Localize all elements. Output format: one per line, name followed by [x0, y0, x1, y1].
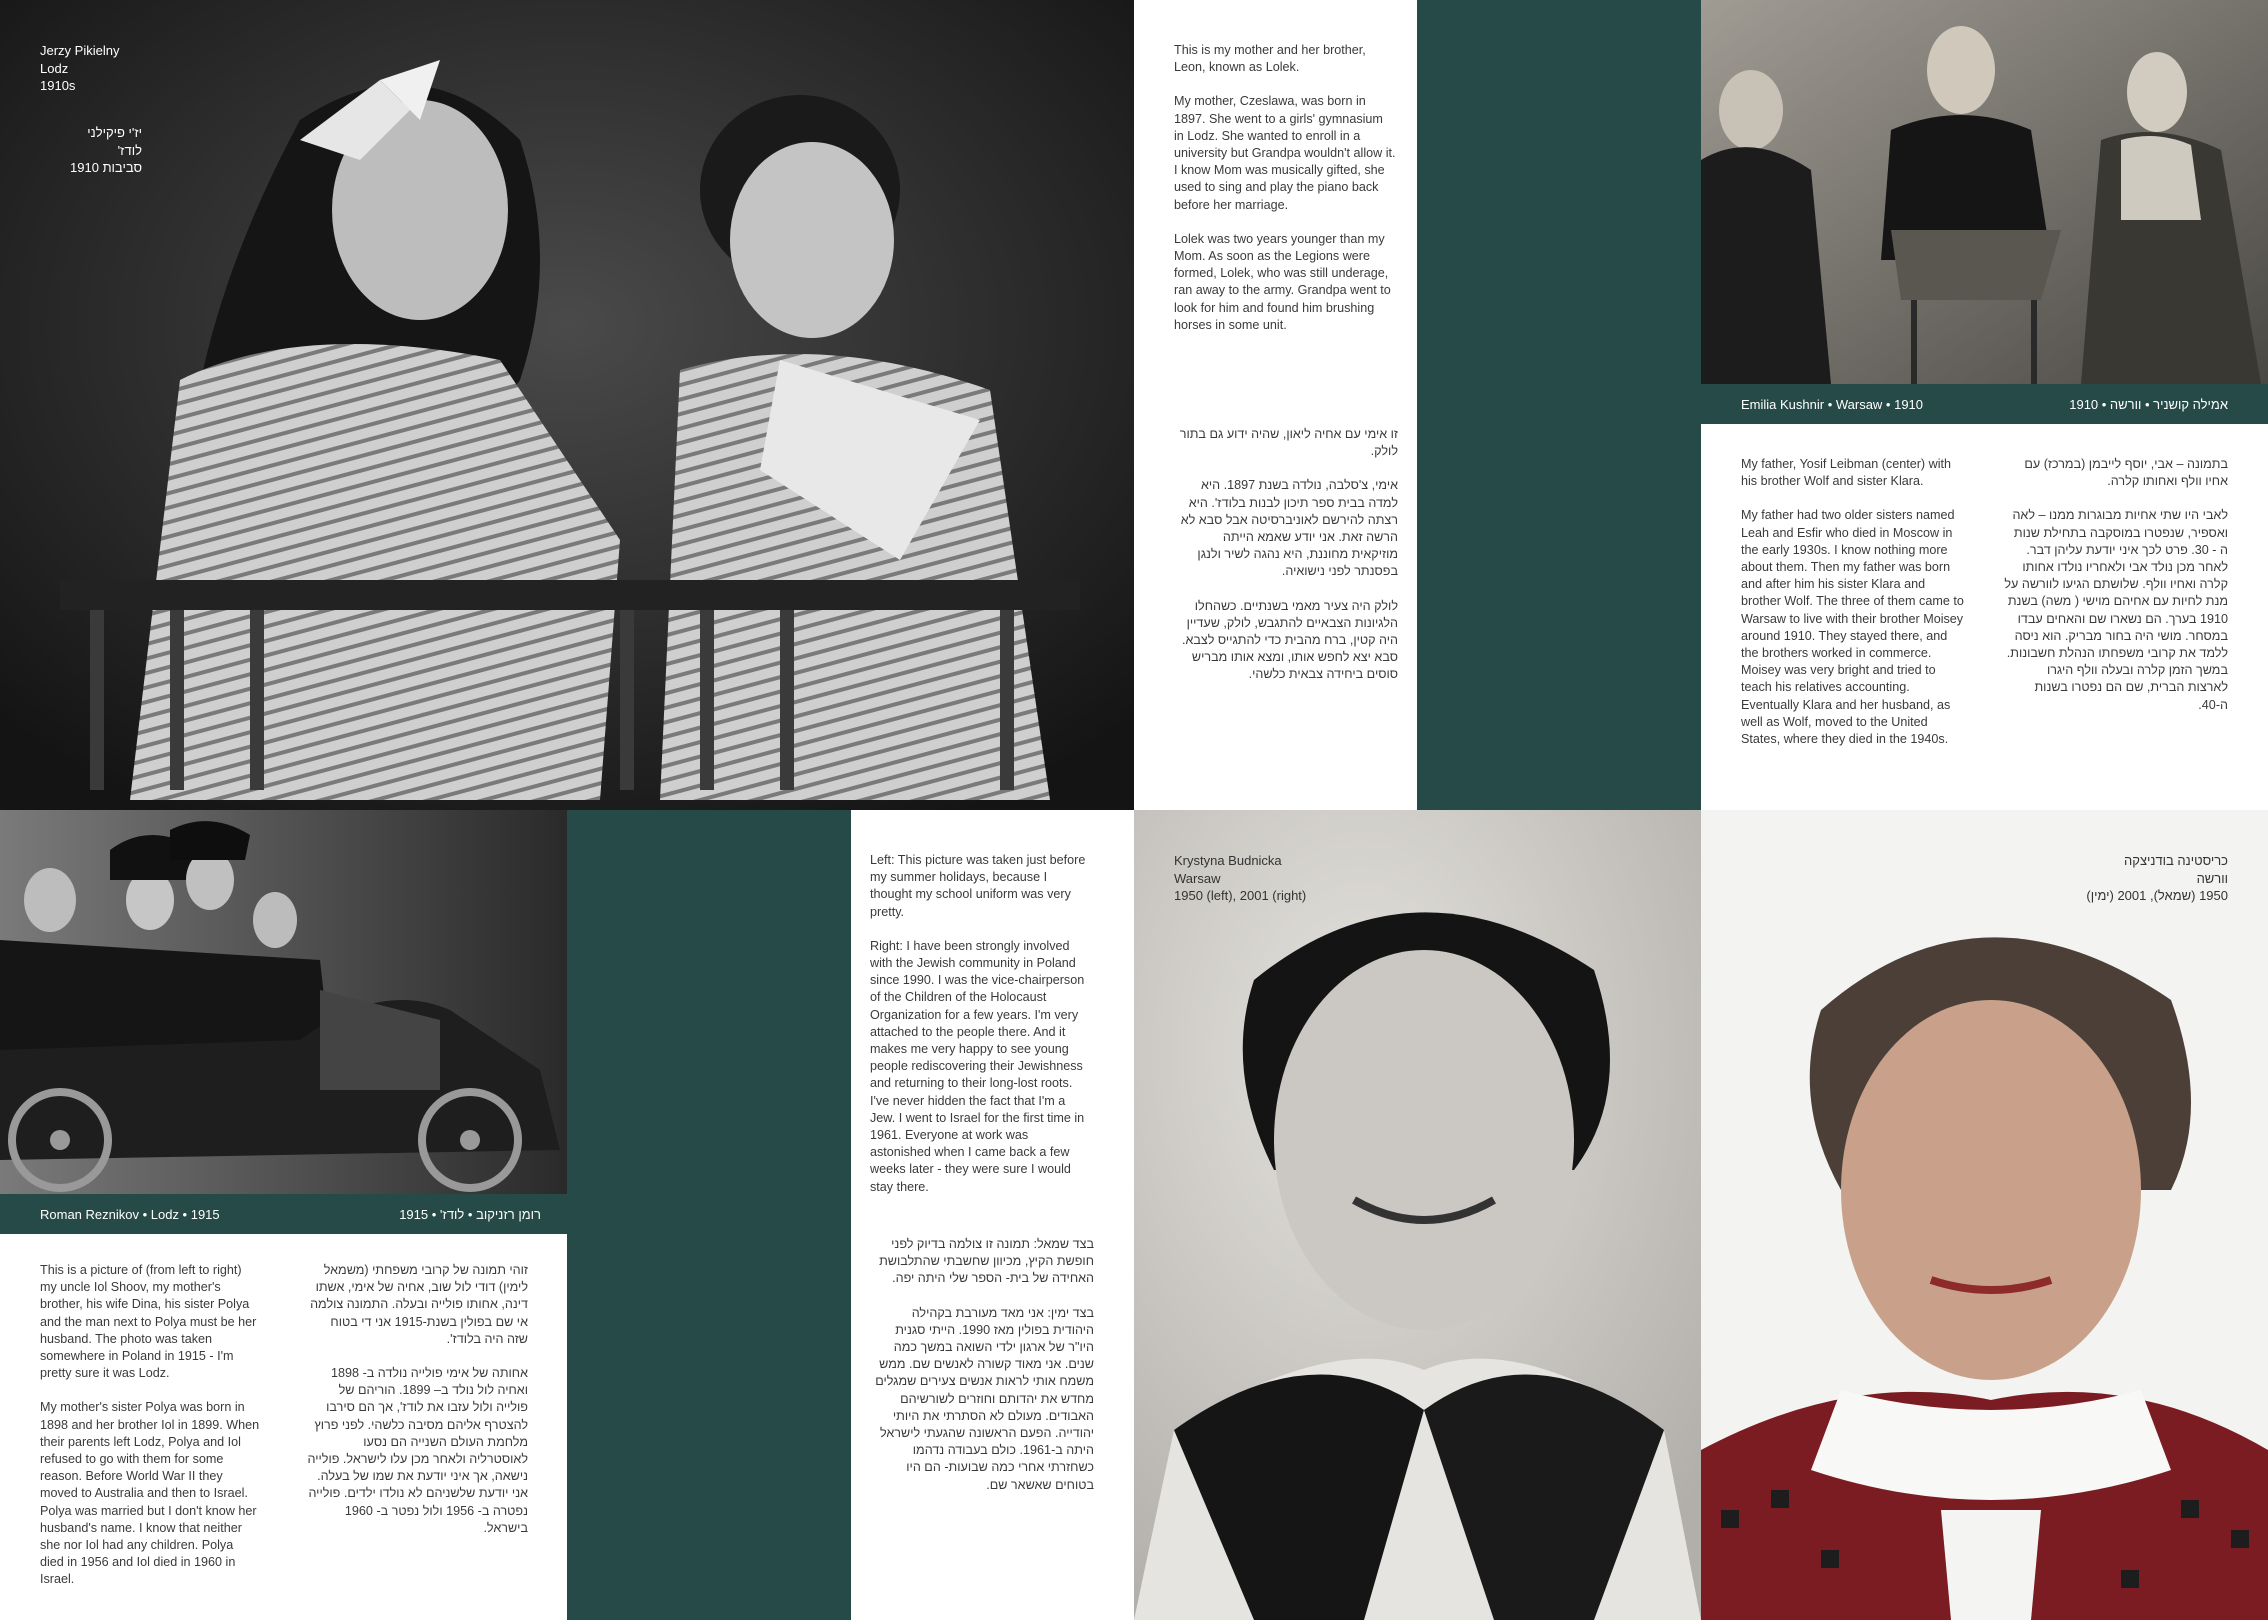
photo-older-woman — [1701, 810, 2268, 1620]
paragraph-he: זו אימי עם אחיה ליאון, שהיה ידוע גם בתור לולק. — [1179, 427, 1398, 459]
photo-car — [0, 810, 567, 1194]
photo-budnicka-caption-en — [1174, 852, 1394, 905]
photo-family-three-image — [1701, 0, 2268, 384]
story4-english — [870, 852, 1092, 1213]
caption-name-he: יז'י פיקילני — [87, 125, 142, 140]
paragraph-he: לולק היה צעיר מאמי בשנתיים. כשהחלו הלגיונות הצבאיים להתגבש, לולק, שעדיין היה קטין, ברח מהבית כדי להתגייס לצבא. סבא יצא לחפש אותו, ומצא אותו מבריש סוסים ביחידה צבאית כלשהי. — [1181, 598, 1398, 682]
teal-panel-bottom — [567, 810, 851, 1620]
paragraph-he: אחותה של אימי פולייה נולדה ב- 1898 ואחיה לול נולד ב– 1899. הוריהם של פולייה ולול עזבו את לודז', אך הם סירבו להצטרף אליהם מסיבה כלשהי. לפני פרוץ מלחמת העולם השנייה הם נסעו לאוסטרליה ולאחר מכן עלו לישראל. פולייה נישאה, אך איני יודעת את שמו של בעלה. אני יודעת שלשניהם לא נולדו ילדים. פולייה נפטרה ב- 1956 ולול נפטר ב- 1960 בישראל. — [307, 1366, 528, 1535]
story1-english — [1174, 42, 1396, 351]
caption-city-he: וורשה — [2196, 870, 2228, 886]
photo-children-caption-en — [40, 42, 240, 95]
photo-young-woman — [1134, 810, 1701, 1620]
photo-children-caption-he — [40, 124, 142, 177]
caption-city: Lodz — [40, 60, 69, 76]
paragraph-he: בצד ימין: אני מאד מעורבת בקהילה היהודית בפולין מאז 1990. הייתי סגנית היו"ר של ארגון ילדי השואה במשך כמה שנים. אני מאוד קשורה לאנשים שם. ממש משמח אותי לראות אנשים צעירים שמגלים מחדש את יהדותם וחוזרים לשורשיהם האבודים. מעולם לא הסתרתי את היותי יהודייה. הפעם הראשונה שהגעתי לישראל היתה ב-1961. כולם בעבודה נדהמו כשחזרתי אחרי כמה שבועות- הם היו בטוחים שאשאר שם. — [875, 1305, 1094, 1492]
paragraph: This is my mother and her brother, Leon, known as Lolek. — [1174, 43, 1366, 75]
caption-city-he: לודז' — [117, 142, 142, 158]
story4-hebrew — [870, 1236, 1094, 1511]
caption-date: 1950 (left), 2001 (right) — [1174, 888, 1307, 903]
caption-city: Warsaw — [1174, 870, 1221, 886]
photo-budnicka-caption-he — [1900, 852, 2228, 905]
caption-en: Emilia Kushnir • Warsaw • 1910 — [1741, 396, 1924, 412]
story2-hebrew — [2004, 456, 2228, 731]
caption-date: 1910s — [40, 78, 76, 93]
paragraph: My mother, Czeslawa, was born in 1897. She went to a girls' gymnasium in Lodz. She wanted to enroll in a university but Grandpa wouldn't allow it. I know Mom was musically gifted, she used to sing and play the piano back before her marriage. — [1174, 94, 1396, 212]
story1-hebrew — [1176, 426, 1398, 701]
photo-children-image — [0, 0, 1134, 810]
caption-he: רומן רזניקוב • לודז' • 1915 — [399, 1206, 541, 1222]
paragraph-he: בצד שמאל: תמונה זו צולמה בדיוק לפני חופשת הקיץ, מכיוון שחשבתי שהתלבושת האחידה של בית- הספר שלי היתה יפה. — [879, 1237, 1094, 1286]
paragraph: My mother's sister Polya was born in 1898 and her brother Iol in 1899. When their parents left Lodz, Polya and Iol refused to go with them for some reason. Before World War II they moved to Australia and then to Israel. Polya was married but I don't know her husband's name. I know that neither she nor Iol had any children. Polya died in 1956 and Iol died in 1960 in Israel. — [40, 1400, 260, 1587]
photo-young-woman-image — [1134, 810, 1701, 1620]
photo-older-woman-image — [1701, 810, 2268, 1620]
photo-family-three — [1701, 0, 2268, 384]
paragraph-he: בתמונה – אבי, יוסף לייבמן (במרכז) עם אחיו וולף ואחותו קלרה. — [2024, 457, 2228, 489]
story3-english — [40, 1262, 260, 1606]
story3-hebrew — [306, 1262, 528, 1554]
photo-car-image — [0, 810, 567, 1194]
caption-name: Jerzy Pikielny — [40, 43, 120, 58]
caption-date-he: 1950 (שמאל), 2001 (ימין) — [2086, 888, 2228, 903]
paragraph-he: זוהי תמונה של קרובי משפחתי (משמאל לימין) דודי לול שוב, אחיה של אימי, אשתו דינה, אחותו פולייה ובעלה. התמונה צולמה אי שם בפולין בשנת-1915 אני די בטוח שזה היה בלודז'. — [310, 1263, 528, 1346]
paragraph: Left: This picture was taken just before my summer holidays, because I thought my school uniform was very pretty. — [870, 853, 1086, 919]
caption-he: אמילה קושניר • וורשה • 1910 — [2069, 396, 2228, 412]
paragraph-he: אימי, צ'סלבה, נולדה בשנת 1897. היא למדה בבית ספר תיכון לבנות בלודז'. היא רצתה להירשם לאוניברסיטה אבל סבא לא הרשה זאת. אני יודע שאמא הייתה מוזיקאית מחוננת, היא נהגה לשיר ולנגן בפסנתר לפני נישואיה. — [1180, 478, 1398, 579]
caption-date-he: סביבות 1910 — [70, 160, 142, 175]
paragraph: Right: I have been strongly involved with the Jewish community in Poland since 1990. I was the vice-chairperson of the Children of the Holocaust Organization for a few years. I'm very attached to the people there. And it makes me very happy to see young people rediscovering their Jewishness and returning to their long-lost roots. I've never hidden the fact that I'm a Jew. I went to Israel for the first time in 1961. Everyone at work was astonished when I came back a few weeks later - they were sure I would stay there. — [870, 938, 1085, 1194]
caption-bar-kushnir — [1701, 384, 2268, 424]
paragraph: My father had two older sisters named Leah and Esfir who died in Moscow in the early 1930s. I know nothing more about them. Then my father was born and after him his sister Klara and brother Wolf. The three of them came to Warsaw to live with their brother Moisey around 1910. They stayed there, and the brothers worked in commerce. Moisey was very bright and tried to teach his relatives accounting. Eventually Klara and her husband, as well as Wolf, moved to the United States, where they died in the 1940s. — [1741, 508, 1964, 747]
paragraph: This is a picture of (from left to right) my uncle Iol Shoov, my mother's brother, his wife Dina, his sister Polya and the man next to Polya must be her husband. The photo was taken somewhere in Poland in 1915 - I'm pretty sure it was Lodz. — [40, 1263, 257, 1381]
caption-name: Krystyna Budnicka — [1174, 853, 1282, 868]
caption-name-he: כריסטינה בודניצקה — [2124, 853, 2228, 868]
paragraph: My father, Yosif Leibman (center) with his brother Wolf and sister Klara. — [1741, 457, 1951, 489]
paragraph: Lolek was two years younger than my Mom. As soon as the Legions were formed, Lolek, who was still underage, ran away to the army. Grandpa went to look for him and found him brushing horses in some unit. — [1174, 231, 1391, 332]
caption-en: Roman Reznikov • Lodz • 1915 — [40, 1206, 220, 1222]
paragraph-he: לאבי היו שתי אחיות מבוגרות ממנו – לאה ואספיר, שנפטרו במוסקבה בתחילת שנות ה - 30. פרט לכך איני יודעת עליהן דבר. לאחר מכן נולד אבי ולאחריו נולדו אחותו קלרה ואחיו וולף. שלושתם הגיעו לוורשה על מנת לחיות עם אחיהם מוישי ( משה) בשנת 1910 בערך. הם נשארו שם והאחים עבדו במסחר. מושי היה בחור מבריק. הוא ניסה ללמד את קרובי משפחתו הנהלת חשבונות. במשך הזמן קלרה ובעלה וולף היגרו לארצות הברית, שם הם נפטרו בשנות ה-40. — [2004, 508, 2228, 712]
photo-children — [0, 0, 1134, 810]
story2-english — [1741, 456, 1967, 765]
teal-panel-top — [1417, 0, 1701, 810]
caption-bar-reznikov — [0, 1194, 567, 1234]
